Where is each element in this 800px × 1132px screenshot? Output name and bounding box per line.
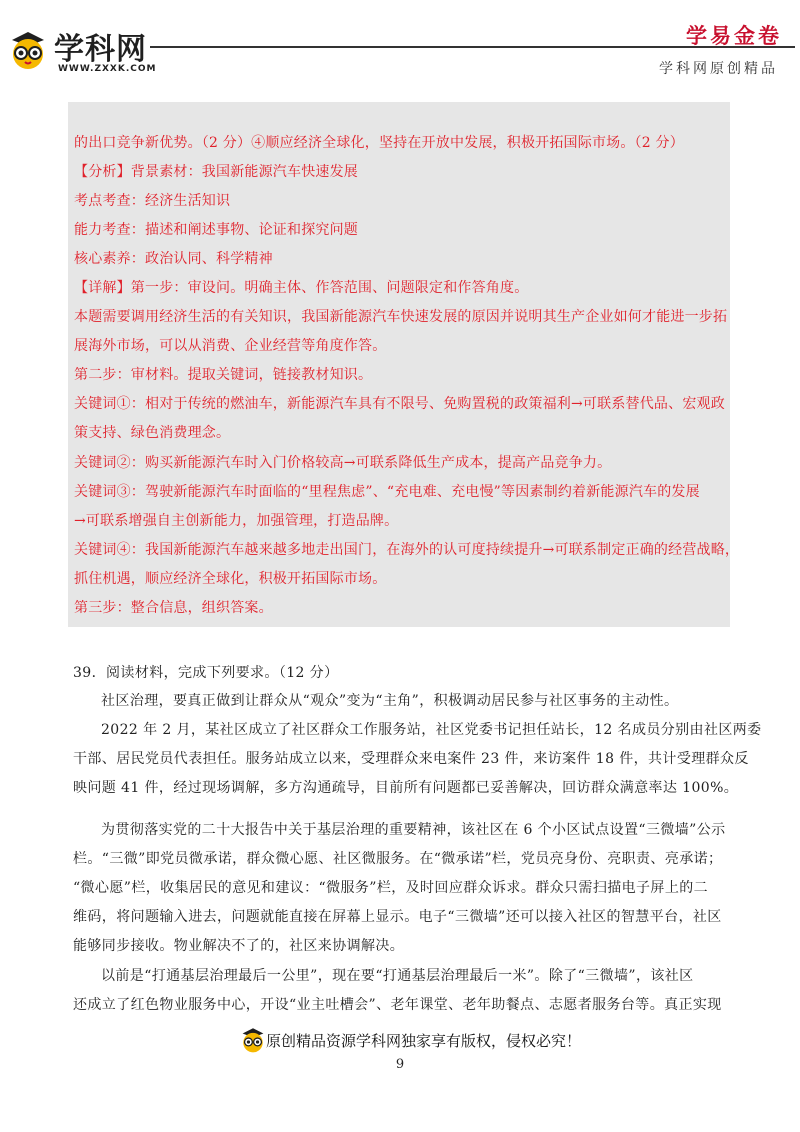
question-line: 栏。“三微”即党员微承诺，群众微心愿、社区微服务。在“微承诺”栏，党员亮身份、亮职责、亮承诺； <box>73 851 723 867</box>
owl-footer-icon <box>240 1027 266 1053</box>
answer-line: 抓住机遇，顺应经济全球化，积极开拓国际市场。 <box>74 571 387 587</box>
answer-line: 核心素养：政治认同、科学精神 <box>74 251 273 267</box>
question-heading: 39．阅读材料，完成下列要求。（12 分） <box>73 665 339 681</box>
owl-logo-icon <box>8 30 48 70</box>
question-line: 维码，将问题输入进去，问题就能直接在屏幕上显示。电子“三微墙”还可以接入社区的智慧平台，社区 <box>73 909 722 925</box>
answer-line: 展海外市场，可以从消费、企业经营等角度作答。 <box>74 338 387 354</box>
answer-line: →可联系增强自主创新能力，加强管理，打造品牌。 <box>74 513 399 529</box>
question-line: 映问题 41 件，经过现场调解，多方沟通疏导，目前所有问题都已妥善解决，回访群众满意率达 100%。 <box>73 780 739 796</box>
brand-subtitle: 学科网原创精品 <box>659 61 778 77</box>
question-line: 还成立了红色物业服务中心，开设“业主吐槽会”、老年课堂、老年助餐点、志愿者服务台等。真正实现 <box>73 997 722 1013</box>
copyright-notice: 原创精品资源学科网独家享有版权，侵权必究！ <box>266 1032 582 1050</box>
page-footer <box>0 1025 800 1085</box>
question-line: 能够同步接收。物业解决不了的，社区来协调解决。 <box>73 938 405 954</box>
page-number: 9 <box>395 1057 405 1072</box>
answer-line: 策支持、绿色消费理念。 <box>74 425 231 441</box>
answer-line: 关键词③：驾驶新能源汽车时面临的“里程焦虑”、“充电难、充电慢”等因素制约着新能源汽车的发展 <box>74 484 700 500</box>
answer-line: 【分析】背景素材：我国新能源汽车快速发展 <box>74 164 358 180</box>
question-line: 为贯彻落实党的二十大报告中关于基层治理的重要精神，该社区在 6 个小区试点设置“三微墙”公示 <box>101 822 726 838</box>
answer-line: 的出口竞争新优势。（2 分）④顺应经济全球化，坚持在开放中发展，积极开拓国际市场。（2 分） <box>74 135 684 151</box>
question-line: 2022 年 2 月，某社区成立了社区群众工作服务站，社区党委书记担任站长，12 名成员分别由社区两委 <box>101 722 762 738</box>
answer-line: 关键词④：我国新能源汽车越来越多地走出国门，在海外的认可度持续提升→可联系制定正确的经营战略， <box>74 542 740 558</box>
answer-line: 关键词①：相对于传统的燃油车，新能源汽车具有不限号、免购置税的政策福利→可联系替代品、宏观政 <box>74 396 725 412</box>
logo-name: 学科网 <box>54 32 147 67</box>
logo-url: WWW.ZXXK.COM <box>58 64 157 74</box>
question-line: 以前是“打通基层治理最后一公里”，现在要“打通基层治理最后一米”。除了“三微墙”，该社区 <box>101 968 694 984</box>
answer-analysis-box <box>68 102 740 627</box>
answer-line: 考点考查：经济生活知识 <box>74 193 231 209</box>
answer-line: 第二步：审材料。提取关键词，链接教材知识。 <box>74 367 373 383</box>
question-line: 社区治理，要真正做到让群众从“观众”变为“主角”，积极调动居民参与社区事务的主动性。 <box>101 693 679 709</box>
answer-line: 第三步：整合信息，组织答案。 <box>74 600 273 616</box>
answer-line: 【详解】第一步：审设问。明确主体、作答范围、问题限定和作答角度。 <box>74 280 529 296</box>
site-logo[interactable] <box>8 30 188 80</box>
answer-line: 能力考查：描述和阐述事物、论证和探究问题 <box>74 222 358 238</box>
question-line: “微心愿”栏，收集居民的意见和建议：“微服务”栏，及时回应群众诉求。群众只需扫描电子屏上的二 <box>73 880 709 896</box>
question-line: 干部、居民党员代表担任。服务站成立以来，受理群众来电案件 23 件，来访案件 18 件，共计受理群众反 <box>73 751 749 767</box>
page-header <box>0 0 800 90</box>
brand-title: 学易金卷 <box>686 23 782 48</box>
answer-line: 本题需要调用经济生活的有关知识，我国新能源汽车快速发展的原因并说明其生产企业如何才能进一步拓 <box>74 309 728 325</box>
answer-line: 关键词②：购买新能源汽车时入门价格较高→可联系降低生产成本，提高产品竞争力。 <box>74 455 612 471</box>
